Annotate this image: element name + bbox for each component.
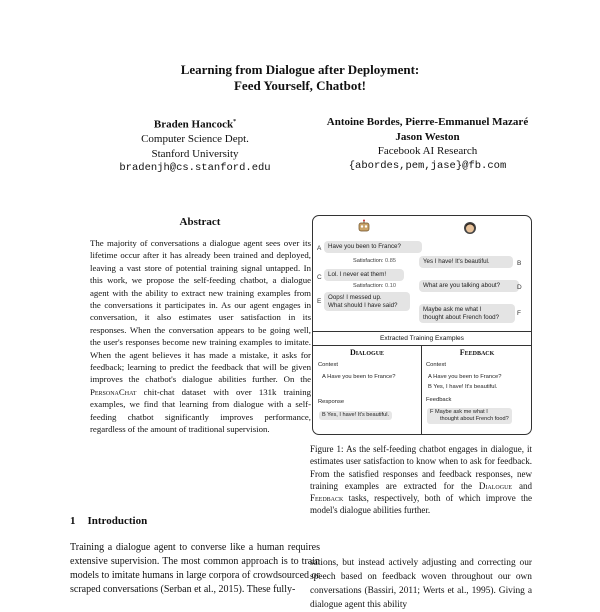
figure-1 xyxy=(312,215,532,435)
satisfaction-1 xyxy=(353,258,396,264)
dialogue-response-label: Response xyxy=(318,399,345,405)
author-footnote-mark: * xyxy=(233,119,237,125)
satisfaction-1-value: 0.85 xyxy=(385,258,396,264)
author-right xyxy=(300,115,555,173)
dialogue-title: Dialogue xyxy=(349,348,385,357)
abstract-personachat: PersonaChat xyxy=(90,386,137,397)
author-right-org: Facebook AI Research xyxy=(377,145,478,157)
divider-mid xyxy=(313,345,531,346)
introduction-body: Training a dialogue agent to converse like a human requires extensive supervision. The most common approach is to train models to imitate humans in large corpora of crowdsourced or scraped conversations (Serban et al., 2015). These fully- xyxy=(70,542,320,595)
row-letter-f: F xyxy=(517,310,521,317)
author-left-dept: Computer Science Dept. xyxy=(141,133,249,146)
feedback-feedback-label: Feedback xyxy=(426,397,452,403)
author-right-names-1: Antoine Bordes, Pierre-Emmanuel Mazaré xyxy=(326,116,529,128)
caption-text-1: Figure 1: As the self-feeding chatbot engages in dialogue, it estimates user satisfaction to know when to ask for feedback. From the satisfied responses and feedback responses, new training examples are extracted for the xyxy=(310,444,532,491)
extracted-label: Extracted Training Examples xyxy=(380,335,464,342)
divider-top xyxy=(313,331,531,332)
title-line-2: Feed Yourself, Chatbot! xyxy=(233,78,367,93)
abstract-text-2: chit-chat dataset with over 131k training examples, we find that learning from dialogue with a self-feeding chatbot significantly improves performance, regardless of the amount of traditional supervision. xyxy=(90,386,311,435)
bubble-e-line-2: What should I have said? xyxy=(328,301,398,309)
row-letter-b: B xyxy=(517,260,522,267)
dialogue-context-label: Context xyxy=(318,362,338,368)
bubble-e-line-1: Oops! I messed up. xyxy=(328,294,382,301)
author-right-names-2: Jason Weston xyxy=(395,130,460,143)
row-letter-d: D xyxy=(517,284,522,291)
section-number: 1 xyxy=(70,515,76,527)
feedback-feedback-line-1: F Maybe ask me what I xyxy=(430,409,488,415)
author-left xyxy=(80,115,310,176)
abstract-body xyxy=(90,237,311,436)
satisfaction-2 xyxy=(353,283,396,289)
bubble-b: Yes I have! It's beautiful. xyxy=(419,256,513,268)
title-line-1: Learning from Dialogue after Deployment: xyxy=(180,62,420,77)
paper-title xyxy=(0,62,600,94)
bubble-c: Lol. I never eat them! xyxy=(324,269,404,281)
feedback-context-label: Context xyxy=(426,362,446,368)
author-left-org: Stanford University xyxy=(151,147,239,160)
row-letter-e: E xyxy=(317,298,322,305)
abstract-text-1: The majority of conversations a dialogue agent sees over its lifetime occur after it has already been trained and deployed, leaving a vast store of potential training signal untapped. In this work, we propose the self-feeding chatbot, a dialogue agent with the ability to extract new training examples from the conversations it participates in. As our agent engages in conversation, it also estimates user satisfaction in its responses. When the conversation appears to be going well, the user's responses become new training examples to imitate. When the agent believes it has made a mistake, it asks for feedback; learning to predict the feedback that will be given improves the chatbot's dialogue abilities further. On the xyxy=(90,238,311,385)
dialogue-response-b: B Yes, I have! It's beautiful. xyxy=(319,411,392,420)
feedback-context-b: B Yes, I have! It's beautiful. xyxy=(428,384,498,390)
robot-icon xyxy=(357,219,371,233)
author-left-name-text: Braden Hancock xyxy=(153,118,234,131)
divider-vertical xyxy=(421,345,422,434)
section-heading-introduction xyxy=(70,515,147,527)
caption-and: and xyxy=(512,480,533,491)
row-letter-c: C xyxy=(317,274,322,281)
bubble-f-line-1: Maybe ask me what I xyxy=(423,306,482,313)
author-left-name xyxy=(80,115,310,132)
satisfaction-2-value: 0.10 xyxy=(385,283,396,289)
human-icon xyxy=(463,221,477,235)
right-column-body: sations, but instead actively adjusting and correcting our speech based on feedback woven throughout our own conversations (Bassiri, 2011; Werts et al., 1995). Giving a dialogue agent this ability xyxy=(310,558,532,610)
abstract-heading: Abstract xyxy=(179,216,221,228)
author-right-email: {abordes,pem,jase}@fb.com xyxy=(348,159,507,172)
bubble-a: Have you been to France? xyxy=(324,241,422,253)
row-letter-a: A xyxy=(317,245,322,252)
feedback-context-a: A Have you been to France? xyxy=(428,374,502,380)
caption-text-2: tasks, respectively, both of which improve the model's dialogue abilities further. xyxy=(310,493,532,516)
feedback-title: Feedback xyxy=(459,348,495,357)
section-title: Introduction xyxy=(87,515,148,527)
satisfaction-2-label: Satisfaction: xyxy=(353,283,384,289)
dialogue-context-a: A Have you been to France? xyxy=(322,374,396,380)
satisfaction-1-label: Satisfaction: xyxy=(353,258,384,264)
bubble-e xyxy=(324,292,410,311)
caption-feedback: Feedback xyxy=(310,493,344,504)
author-left-email: bradenjh@cs.stanford.edu xyxy=(119,162,271,175)
bubble-f xyxy=(419,304,515,323)
bubble-f-line-2: thought about French food? xyxy=(423,313,500,321)
bubble-d: What are you talking about? xyxy=(419,280,519,292)
feedback-feedback-f xyxy=(427,408,512,424)
figure-caption xyxy=(310,443,532,517)
feedback-feedback-line-2: thought about French food? xyxy=(440,415,509,422)
caption-dialogue: Dialogue xyxy=(478,480,513,491)
